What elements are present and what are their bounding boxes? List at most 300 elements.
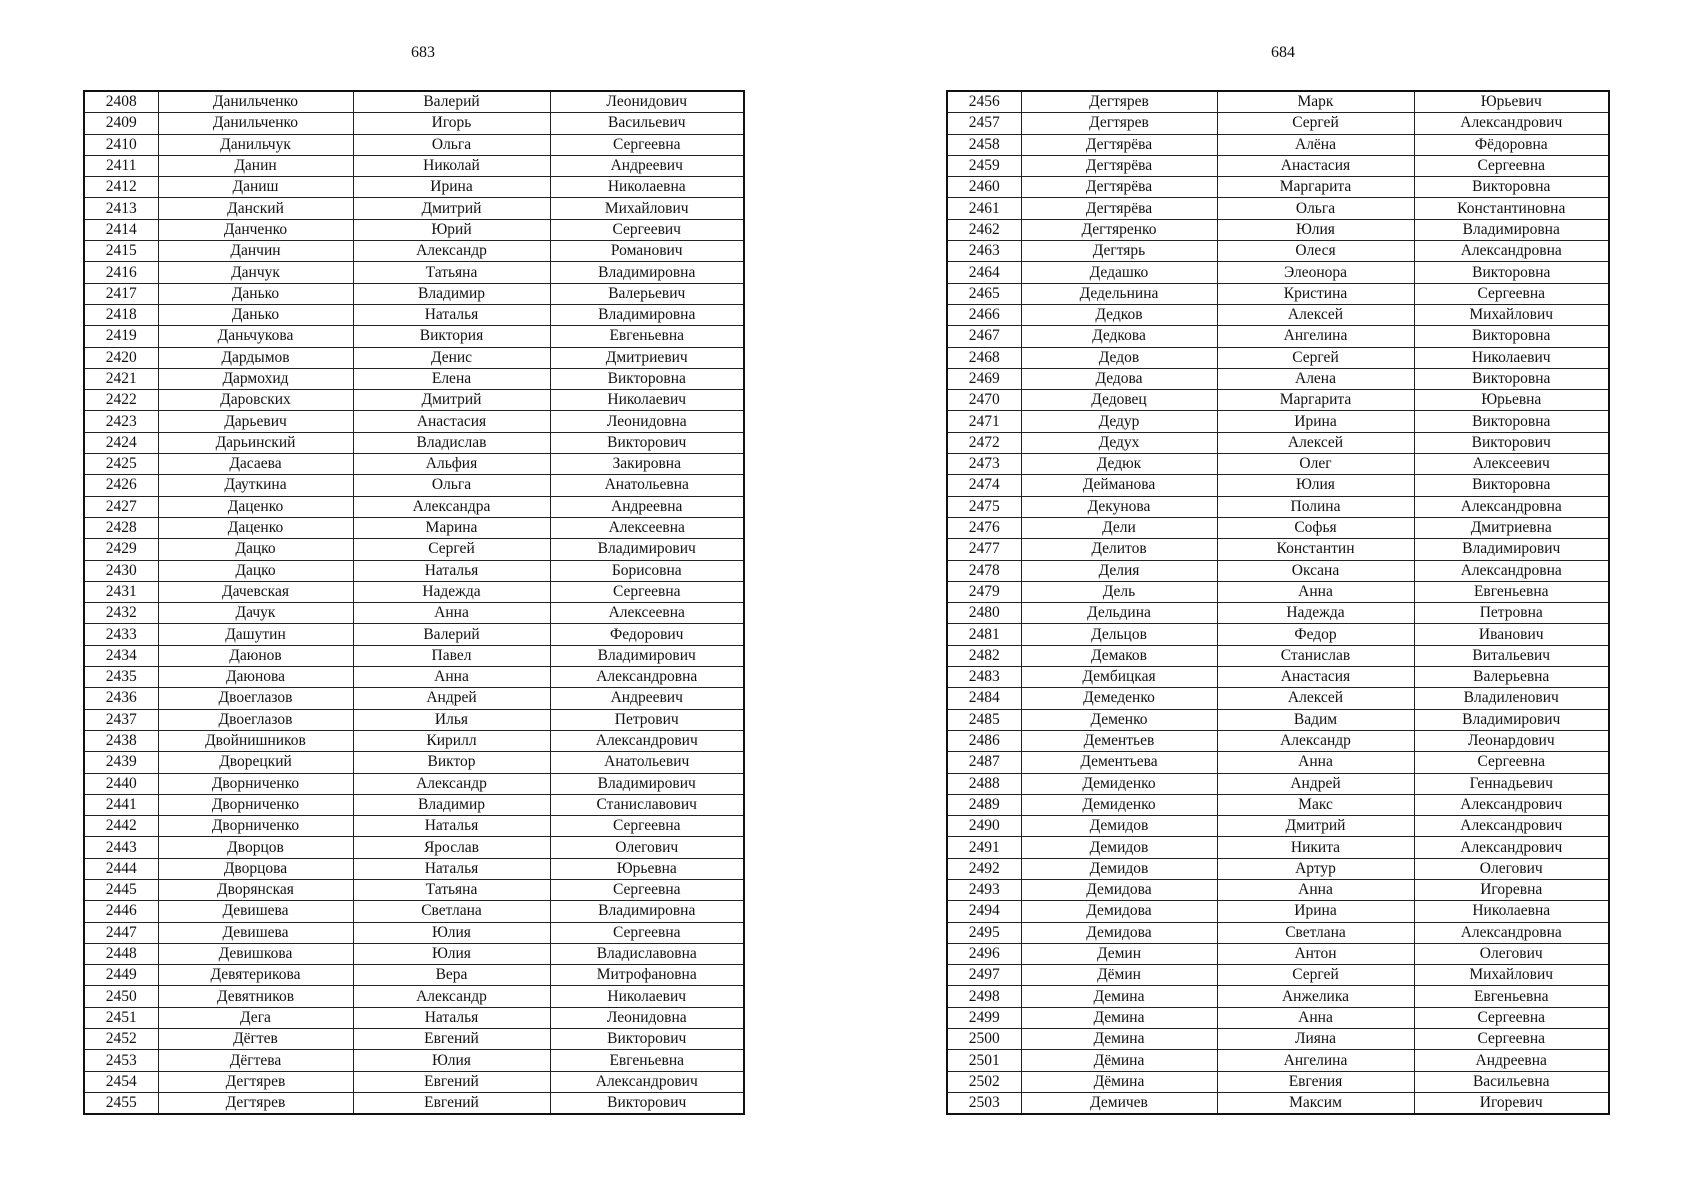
- first-name-cell: Владимир: [353, 794, 550, 815]
- first-name-cell: Денис: [353, 347, 550, 368]
- first-name-cell: Александра: [353, 496, 550, 517]
- last-name-cell: Дёгтева: [158, 1050, 353, 1071]
- table-row: [84, 496, 744, 517]
- patronymic-cell: Фёдоровна: [1414, 134, 1609, 155]
- table-row: [947, 773, 1609, 794]
- patronymic-cell: Андреевна: [550, 496, 744, 517]
- patronymic-cell: Михайлович: [1414, 965, 1609, 986]
- patronymic-cell: Николаевна: [550, 177, 744, 198]
- first-name-cell: Надежда: [353, 581, 550, 602]
- table-row: [84, 368, 744, 389]
- first-name-cell: Маргарита: [1217, 177, 1414, 198]
- row-number-cell: 2433: [84, 624, 158, 645]
- table-row: [947, 91, 1609, 113]
- table-row: [947, 347, 1609, 368]
- row-number-cell: 2493: [947, 879, 1021, 900]
- last-name-cell: Дёмин: [1021, 965, 1217, 986]
- patronymic-cell: Юрьевна: [550, 858, 744, 879]
- table-row: [947, 177, 1609, 198]
- row-number-cell: 2436: [84, 688, 158, 709]
- last-name-cell: Дедух: [1021, 432, 1217, 453]
- last-name-cell: Дацко: [158, 560, 353, 581]
- table-row: [947, 390, 1609, 411]
- patronymic-cell: Николаевич: [550, 986, 744, 1007]
- last-name-cell: Демин: [1021, 943, 1217, 964]
- last-name-cell: Девишкова: [158, 943, 353, 964]
- table-row: [84, 688, 744, 709]
- first-name-cell: Анжелика: [1217, 986, 1414, 1007]
- first-name-cell: Анна: [1217, 879, 1414, 900]
- patronymic-cell: Алексеевна: [550, 603, 744, 624]
- last-name-cell: Дашутин: [158, 624, 353, 645]
- table-row: [947, 113, 1609, 134]
- patronymic-cell: Сергеевна: [1414, 155, 1609, 176]
- first-name-cell: Александр: [353, 986, 550, 1007]
- patronymic-cell: Владимирович: [550, 645, 744, 666]
- row-number-cell: 2476: [947, 517, 1021, 538]
- last-name-cell: Дели: [1021, 517, 1217, 538]
- patronymic-cell: Юрьевич: [1414, 91, 1609, 113]
- patronymic-cell: Викторовна: [1414, 368, 1609, 389]
- first-name-cell: Ирина: [1217, 901, 1414, 922]
- last-name-cell: Демина: [1021, 1029, 1217, 1050]
- row-number-cell: 2439: [84, 752, 158, 773]
- table-row: [947, 1071, 1609, 1092]
- last-name-cell: Данчук: [158, 262, 353, 283]
- patronymic-cell: Алексеевна: [550, 517, 744, 538]
- patronymic-cell: Викторович: [550, 1092, 744, 1114]
- last-name-cell: Данин: [158, 155, 353, 176]
- table-row: [947, 688, 1609, 709]
- first-name-cell: Олег: [1217, 454, 1414, 475]
- row-number-cell: 2440: [84, 773, 158, 794]
- patronymic-cell: Иванович: [1414, 624, 1609, 645]
- first-name-cell: Александр: [1217, 730, 1414, 751]
- patronymic-cell: Валерьевич: [550, 283, 744, 304]
- first-name-cell: Альфия: [353, 454, 550, 475]
- last-name-cell: Дармохид: [158, 368, 353, 389]
- table-row: [84, 773, 744, 794]
- last-name-cell: Дедовец: [1021, 390, 1217, 411]
- patronymic-cell: Васильевна: [1414, 1071, 1609, 1092]
- table-row: [947, 986, 1609, 1007]
- table-row: [84, 347, 744, 368]
- table-row: [84, 91, 744, 113]
- patronymic-cell: Игоревич: [1414, 1092, 1609, 1114]
- last-name-cell: Дегтярёва: [1021, 177, 1217, 198]
- table-row: [84, 113, 744, 134]
- patronymic-cell: Сергеевна: [550, 581, 744, 602]
- first-name-cell: Марк: [1217, 91, 1414, 113]
- row-number-cell: 2431: [84, 581, 158, 602]
- first-name-cell: Станислав: [1217, 645, 1414, 666]
- first-name-cell: Евгений: [353, 1092, 550, 1114]
- row-number-cell: 2421: [84, 368, 158, 389]
- last-name-cell: Дедюк: [1021, 454, 1217, 475]
- patronymic-cell: Константиновна: [1414, 198, 1609, 219]
- first-name-cell: Ольга: [353, 475, 550, 496]
- last-name-cell: Дёмина: [1021, 1050, 1217, 1071]
- table-row: [84, 454, 744, 475]
- row-number-cell: 2462: [947, 219, 1021, 240]
- table-row: [84, 1092, 744, 1114]
- table-row: [947, 411, 1609, 432]
- row-number-cell: 2456: [947, 91, 1021, 113]
- table-row: [84, 326, 744, 347]
- row-number-cell: 2466: [947, 304, 1021, 325]
- table-row: [947, 496, 1609, 517]
- row-number-cell: 2438: [84, 730, 158, 751]
- table-row: [84, 177, 744, 198]
- first-name-cell: Наталья: [353, 816, 550, 837]
- last-name-cell: Данченко: [158, 219, 353, 240]
- row-number-cell: 2450: [84, 986, 158, 1007]
- last-name-cell: Дегтярев: [158, 1071, 353, 1092]
- row-number-cell: 2488: [947, 773, 1021, 794]
- table-row: [947, 709, 1609, 730]
- first-name-cell: Анна: [1217, 1007, 1414, 1028]
- last-name-cell: Дегтярёва: [1021, 198, 1217, 219]
- row-number-cell: 2420: [84, 347, 158, 368]
- patronymic-cell: Юрьевна: [1414, 390, 1609, 411]
- table-row: [947, 816, 1609, 837]
- table-row: [84, 901, 744, 922]
- table-row: [947, 858, 1609, 879]
- last-name-cell: Даюнов: [158, 645, 353, 666]
- patronymic-cell: Александровна: [1414, 496, 1609, 517]
- patronymic-cell: Викторовна: [1414, 177, 1609, 198]
- patronymic-cell: Владиленович: [1414, 688, 1609, 709]
- patronymic-cell: Владиславовна: [550, 943, 744, 964]
- table-row: [84, 134, 744, 155]
- patronymic-cell: Викторович: [550, 1029, 744, 1050]
- first-name-cell: Наталья: [353, 1007, 550, 1028]
- first-name-cell: Надежда: [1217, 603, 1414, 624]
- last-name-cell: Дегтярь: [1021, 241, 1217, 262]
- row-number-cell: 2470: [947, 390, 1021, 411]
- first-name-cell: Илья: [353, 709, 550, 730]
- patronymic-cell: Евгеньевна: [1414, 581, 1609, 602]
- first-name-cell: Андрей: [353, 688, 550, 709]
- row-number-cell: 2447: [84, 922, 158, 943]
- row-number-cell: 2475: [947, 496, 1021, 517]
- patronymic-cell: Михайлович: [550, 198, 744, 219]
- table-row: [84, 539, 744, 560]
- last-name-cell: Дельцов: [1021, 624, 1217, 645]
- patronymic-cell: Геннадьевич: [1414, 773, 1609, 794]
- table-row: [84, 390, 744, 411]
- last-name-cell: Дементьев: [1021, 730, 1217, 751]
- table-row: [84, 879, 744, 900]
- row-number-cell: 2411: [84, 155, 158, 176]
- last-name-cell: Даценко: [158, 517, 353, 538]
- last-name-cell: Дедашко: [1021, 262, 1217, 283]
- last-name-cell: Дегтярев: [1021, 113, 1217, 134]
- first-name-cell: Виктор: [353, 752, 550, 773]
- row-number-cell: 2452: [84, 1029, 158, 1050]
- first-name-cell: Анна: [1217, 752, 1414, 773]
- patronymic-cell: Витальевич: [1414, 645, 1609, 666]
- table-row: [84, 816, 744, 837]
- table-row: [947, 837, 1609, 858]
- last-name-cell: Демидов: [1021, 858, 1217, 879]
- patronymic-cell: Александровна: [1414, 922, 1609, 943]
- last-name-cell: Дедур: [1021, 411, 1217, 432]
- patronymic-cell: Андреевич: [550, 155, 744, 176]
- row-number-cell: 2480: [947, 603, 1021, 624]
- patronymic-cell: Андреевич: [550, 688, 744, 709]
- first-name-cell: Евгений: [353, 1029, 550, 1050]
- last-name-cell: Демаков: [1021, 645, 1217, 666]
- patronymic-cell: Евгеньевна: [550, 326, 744, 347]
- table-row: [947, 1050, 1609, 1071]
- row-number-cell: 2408: [84, 91, 158, 113]
- row-number-cell: 2410: [84, 134, 158, 155]
- row-number-cell: 2409: [84, 113, 158, 134]
- first-name-cell: Анастасия: [1217, 155, 1414, 176]
- row-number-cell: 2434: [84, 645, 158, 666]
- row-number-cell: 2464: [947, 262, 1021, 283]
- table-row: [84, 922, 744, 943]
- patronymic-cell: Александрович: [1414, 113, 1609, 134]
- table-row: [84, 752, 744, 773]
- table-row: [84, 1029, 744, 1050]
- patronymic-cell: Николаевна: [1414, 901, 1609, 922]
- first-name-cell: Федор: [1217, 624, 1414, 645]
- table-row: [84, 837, 744, 858]
- first-name-cell: Дмитрий: [1217, 816, 1414, 837]
- patronymic-cell: Владимировна: [1414, 219, 1609, 240]
- row-number-cell: 2415: [84, 241, 158, 262]
- table-row: [84, 262, 744, 283]
- patronymic-cell: Владимирович: [550, 773, 744, 794]
- first-name-cell: Елена: [353, 368, 550, 389]
- row-number-cell: 2422: [84, 390, 158, 411]
- first-name-cell: Анастасия: [1217, 667, 1414, 688]
- last-name-cell: Данчин: [158, 241, 353, 262]
- first-name-cell: Наталья: [353, 560, 550, 581]
- last-name-cell: Демиденко: [1021, 773, 1217, 794]
- last-name-cell: Дачевская: [158, 581, 353, 602]
- patronymic-cell: Леонидович: [550, 91, 744, 113]
- first-name-cell: Сергей: [1217, 965, 1414, 986]
- row-number-cell: 2489: [947, 794, 1021, 815]
- first-name-cell: Антон: [1217, 943, 1414, 964]
- patronymic-cell: Дмитриевна: [1414, 517, 1609, 538]
- row-number-cell: 2444: [84, 858, 158, 879]
- row-number-cell: 2448: [84, 943, 158, 964]
- first-name-cell: Элеонора: [1217, 262, 1414, 283]
- table-row: [84, 283, 744, 304]
- table-row: [84, 219, 744, 240]
- patronymic-cell: Сергеевна: [1414, 1007, 1609, 1028]
- last-name-cell: Дедкова: [1021, 326, 1217, 347]
- patronymic-cell: Олегович: [1414, 858, 1609, 879]
- first-name-cell: Сергей: [1217, 347, 1414, 368]
- last-name-cell: Дёгтев: [158, 1029, 353, 1050]
- patronymic-cell: Александровна: [1414, 241, 1609, 262]
- row-number-cell: 2445: [84, 879, 158, 900]
- first-name-cell: Евгений: [353, 1071, 550, 1092]
- patronymic-cell: Викторович: [550, 432, 744, 453]
- first-name-cell: Наталья: [353, 304, 550, 325]
- first-name-cell: Наталья: [353, 858, 550, 879]
- table-row: [947, 539, 1609, 560]
- row-number-cell: 2428: [84, 517, 158, 538]
- last-name-cell: Демина: [1021, 1007, 1217, 1028]
- patronymic-cell: Сергеевна: [1414, 1029, 1609, 1050]
- row-number-cell: 2442: [84, 816, 158, 837]
- row-number-cell: 2423: [84, 411, 158, 432]
- page-number-left: 683: [411, 44, 435, 61]
- table-row: [947, 432, 1609, 453]
- first-name-cell: Андрей: [1217, 773, 1414, 794]
- row-number-cell: 2491: [947, 837, 1021, 858]
- table-row: [947, 560, 1609, 581]
- row-number-cell: 2486: [947, 730, 1021, 751]
- first-name-cell: Алена: [1217, 368, 1414, 389]
- table-row: [947, 752, 1609, 773]
- last-name-cell: Дегтярёва: [1021, 155, 1217, 176]
- last-name-cell: Дарьинский: [158, 432, 353, 453]
- last-name-cell: Делитов: [1021, 539, 1217, 560]
- table-row: [947, 794, 1609, 815]
- table-row: [947, 645, 1609, 666]
- patronymic-cell: Игоревна: [1414, 879, 1609, 900]
- table-row: [84, 1007, 744, 1028]
- last-name-cell: Дацко: [158, 539, 353, 560]
- first-name-cell: Игорь: [353, 113, 550, 134]
- row-number-cell: 2454: [84, 1071, 158, 1092]
- table-row: [947, 1092, 1609, 1114]
- row-number-cell: 2446: [84, 901, 158, 922]
- table-row: [947, 922, 1609, 943]
- first-name-cell: Анастасия: [353, 411, 550, 432]
- first-name-cell: Ангелина: [1217, 326, 1414, 347]
- patronymic-cell: Александрович: [550, 730, 744, 751]
- row-number-cell: 2449: [84, 965, 158, 986]
- patronymic-cell: Алексеевич: [1414, 454, 1609, 475]
- last-name-cell: Даценко: [158, 496, 353, 517]
- first-name-cell: Юлия: [353, 943, 550, 964]
- patronymic-cell: Сергеевна: [550, 134, 744, 155]
- last-name-cell: Демидова: [1021, 879, 1217, 900]
- last-name-cell: Данько: [158, 304, 353, 325]
- first-name-cell: Ольга: [1217, 198, 1414, 219]
- first-name-cell: Юлия: [353, 1050, 550, 1071]
- table-row: [947, 134, 1609, 155]
- patronymic-cell: Викторовна: [550, 368, 744, 389]
- patronymic-cell: Валерьевна: [1414, 667, 1609, 688]
- row-number-cell: 2457: [947, 113, 1021, 134]
- table-row: [84, 241, 744, 262]
- row-number-cell: 2479: [947, 581, 1021, 602]
- last-name-cell: Девятников: [158, 986, 353, 1007]
- first-name-cell: Виктория: [353, 326, 550, 347]
- first-name-cell: Максим: [1217, 1092, 1414, 1114]
- table-row: [84, 624, 744, 645]
- patronymic-cell: Сергеевна: [550, 816, 744, 837]
- table-row: [84, 603, 744, 624]
- table-row: [84, 709, 744, 730]
- patronymic-cell: Евгеньевна: [1414, 986, 1609, 1007]
- first-name-cell: Артур: [1217, 858, 1414, 879]
- patronymic-cell: Сергеевна: [550, 922, 744, 943]
- roster-table-right: [946, 90, 1610, 1115]
- first-name-cell: Макс: [1217, 794, 1414, 815]
- first-name-cell: Константин: [1217, 539, 1414, 560]
- first-name-cell: Сергей: [1217, 113, 1414, 134]
- row-number-cell: 2487: [947, 752, 1021, 773]
- last-name-cell: Демидов: [1021, 816, 1217, 837]
- patronymic-cell: Викторовна: [1414, 326, 1609, 347]
- first-name-cell: Алексей: [1217, 432, 1414, 453]
- patronymic-cell: Закировна: [550, 454, 744, 475]
- table-row: [84, 943, 744, 964]
- first-name-cell: Софья: [1217, 517, 1414, 538]
- first-name-cell: Владислав: [353, 432, 550, 453]
- first-name-cell: Олеся: [1217, 241, 1414, 262]
- table-row: [947, 943, 1609, 964]
- row-number-cell: 2473: [947, 454, 1021, 475]
- row-number-cell: 2424: [84, 432, 158, 453]
- first-name-cell: Кирилл: [353, 730, 550, 751]
- last-name-cell: Данильчук: [158, 134, 353, 155]
- row-number-cell: 2455: [84, 1092, 158, 1114]
- first-name-cell: Алёна: [1217, 134, 1414, 155]
- last-name-cell: Двойнишников: [158, 730, 353, 751]
- first-name-cell: Павел: [353, 645, 550, 666]
- row-number-cell: 2413: [84, 198, 158, 219]
- table-row: [947, 901, 1609, 922]
- last-name-cell: Дементьева: [1021, 752, 1217, 773]
- last-name-cell: Данько: [158, 283, 353, 304]
- last-name-cell: Данильченко: [158, 113, 353, 134]
- patronymic-cell: Сергеевич: [550, 219, 744, 240]
- roster-table-left: [83, 90, 745, 1115]
- row-number-cell: 2453: [84, 1050, 158, 1071]
- first-name-cell: Анна: [353, 603, 550, 624]
- last-name-cell: Демина: [1021, 986, 1217, 1007]
- table-row: [947, 517, 1609, 538]
- table-row: [947, 283, 1609, 304]
- patronymic-cell: Сергеевна: [1414, 283, 1609, 304]
- patronymic-cell: Леонардович: [1414, 730, 1609, 751]
- last-name-cell: Дегтярев: [1021, 91, 1217, 113]
- patronymic-cell: Владимировна: [550, 304, 744, 325]
- table-row: [947, 304, 1609, 325]
- patronymic-cell: Дмитриевич: [550, 347, 744, 368]
- row-number-cell: 2458: [947, 134, 1021, 155]
- row-number-cell: 2503: [947, 1092, 1021, 1114]
- patronymic-cell: Васильевич: [550, 113, 744, 134]
- table-row: [947, 1029, 1609, 1050]
- last-name-cell: Дедельнина: [1021, 283, 1217, 304]
- patronymic-cell: Викторовна: [1414, 262, 1609, 283]
- table-row: [84, 965, 744, 986]
- patronymic-cell: Анатольевич: [550, 752, 744, 773]
- first-name-cell: Маргарита: [1217, 390, 1414, 411]
- last-name-cell: Даровских: [158, 390, 353, 411]
- table-row: [84, 1071, 744, 1092]
- patronymic-cell: Владимирович: [550, 539, 744, 560]
- last-name-cell: Девятерикова: [158, 965, 353, 986]
- table-row: [947, 667, 1609, 688]
- table-row: [947, 624, 1609, 645]
- first-name-cell: Оксана: [1217, 560, 1414, 581]
- first-name-cell: Вадим: [1217, 709, 1414, 730]
- table-row: [84, 198, 744, 219]
